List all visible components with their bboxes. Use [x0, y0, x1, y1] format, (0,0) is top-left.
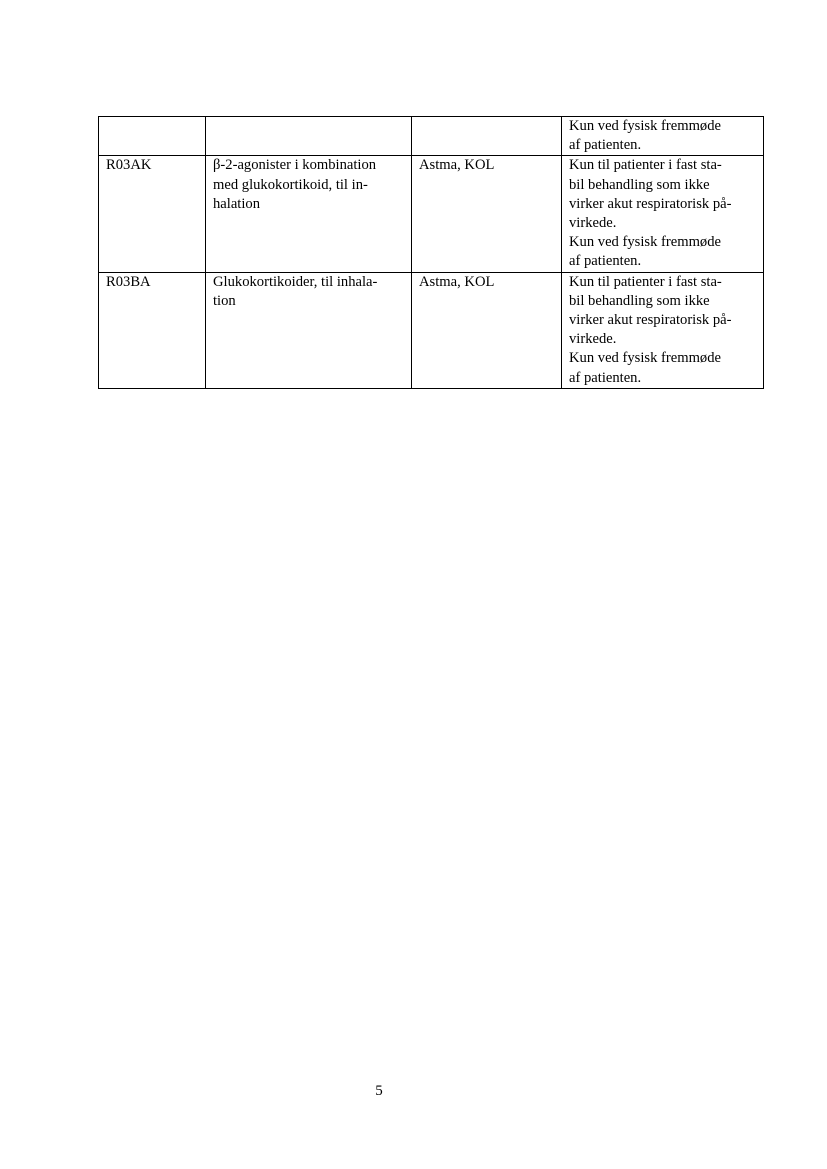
condition-line: bil behandling som ikke: [569, 176, 710, 193]
description-line: tion: [213, 292, 236, 309]
condition-line: Kun ved fysisk fremmøde: [569, 350, 721, 367]
conditions-cell: [562, 156, 764, 272]
condition-line: Kun ved fysisk fremmøde: [569, 118, 721, 134]
indication-cell: [412, 156, 562, 272]
condition-line: virker akut respiratorisk på-: [569, 195, 732, 212]
atc-code-cell: [99, 272, 206, 388]
page-number: 5: [375, 1083, 383, 1099]
condition-line: af patienten.: [569, 253, 642, 270]
description-cell: [206, 156, 412, 272]
table-row: [99, 117, 764, 156]
condition-line: Kun til patienter i fast sta-: [569, 273, 722, 290]
condition-line: bil behandling som ikke: [569, 292, 710, 309]
conditions-cell: [562, 117, 764, 156]
condition-line: af patienten.: [569, 137, 642, 154]
indication: Astma, KOL: [419, 157, 495, 174]
conditions-cell: [562, 272, 764, 388]
atc-code: R03BA: [106, 273, 151, 290]
condition-line: af patienten.: [569, 369, 642, 386]
description-cell: [206, 272, 412, 388]
condition-line: virkede.: [569, 215, 617, 232]
indication-cell: [412, 117, 562, 156]
drug-conditions-table: [98, 116, 764, 389]
description-line: halation: [213, 195, 261, 212]
indication-cell: [412, 272, 562, 388]
description-cell: [206, 117, 412, 156]
condition-line: virker akut respiratorisk på-: [569, 312, 732, 329]
condition-line: Kun til patienter i fast sta-: [569, 157, 722, 174]
description-line: Glukokortikoider, til inhala-: [213, 273, 378, 290]
atc-code-cell: [99, 117, 206, 156]
atc-code-cell: [99, 156, 206, 272]
description-line: β-2-agonister i kombination: [213, 157, 377, 174]
atc-code: R03AK: [106, 157, 152, 174]
table-row: [99, 156, 764, 272]
condition-line: Kun ved fysisk fremmøde: [569, 234, 721, 251]
indication: Astma, KOL: [419, 273, 495, 290]
description-line: med glukokortikoid, til in-: [213, 176, 368, 193]
condition-line: virkede.: [569, 331, 617, 348]
table-row: [99, 272, 764, 388]
